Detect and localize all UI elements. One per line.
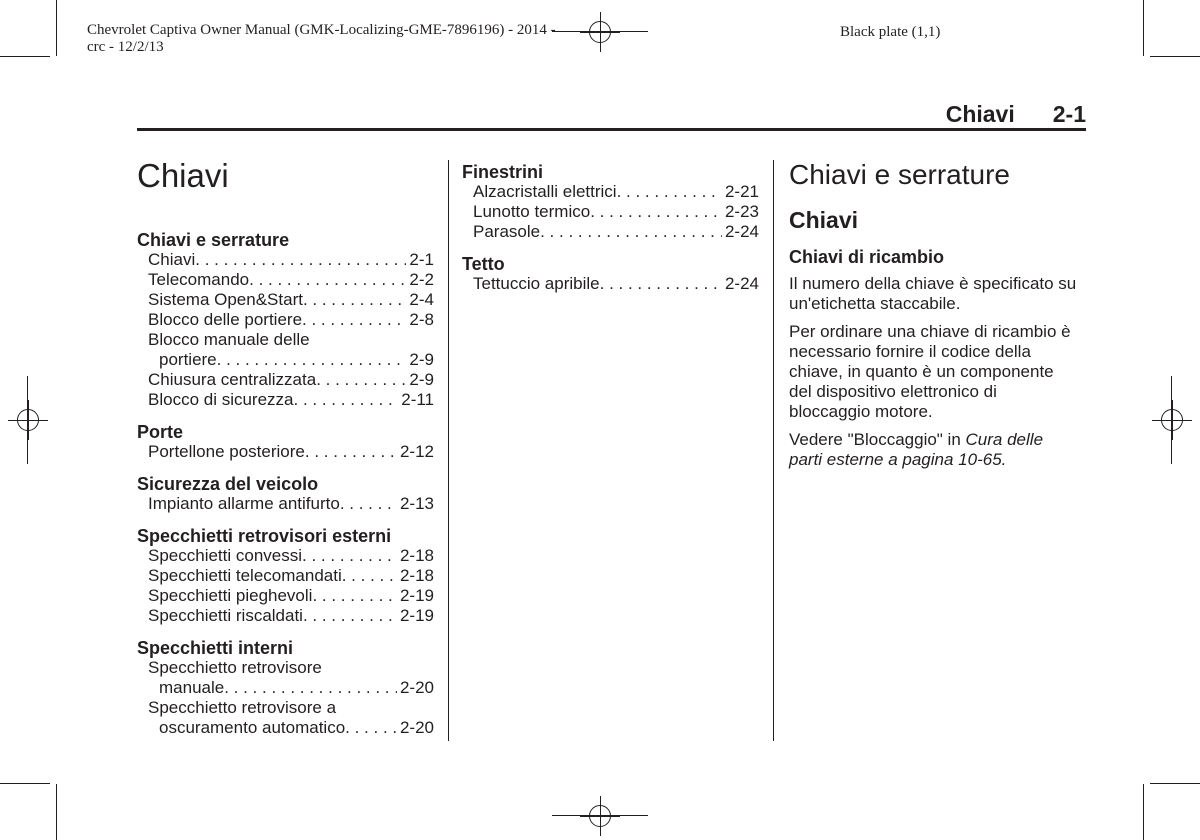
toc-entry-page: 2-23 [724, 202, 759, 221]
toc-entry[interactable] [137, 270, 434, 290]
body-paragraph [789, 430, 1079, 470]
crop-mark [552, 815, 648, 816]
running-header [946, 101, 1086, 128]
header-rule [137, 128, 1086, 131]
toc-entry-label: Blocco di sicurezza [148, 390, 294, 409]
toc-leader-dots [303, 606, 397, 626]
toc-entry[interactable] [137, 390, 434, 410]
toc-leader-dots [345, 718, 397, 738]
toc-entry-label: Specchietti pieghevoli [148, 586, 313, 605]
toc-entry[interactable] [137, 718, 434, 738]
toc-entry-page: 2-9 [409, 350, 434, 369]
toc-entry-page: 2-11 [401, 390, 434, 409]
toc-leader-dots [217, 350, 407, 370]
toc-leader-dots [342, 566, 397, 586]
toc-entry[interactable] [137, 678, 434, 698]
toc-entry-label: manuale [159, 678, 225, 697]
toc-entry[interactable] [462, 274, 759, 294]
toc-entry[interactable] [462, 222, 759, 242]
toc-entry-label: Portellone posteriore [148, 442, 305, 461]
toc-entry-page: 2-12 [399, 442, 434, 461]
crop-mark [1143, 784, 1144, 840]
toc-column-2 [462, 162, 759, 294]
toc-entry-label: Specchietti telecomandati [148, 566, 342, 585]
toc-entry-label: Specchietti riscaldati [148, 606, 303, 625]
toc-entry-page: 2-4 [409, 290, 434, 309]
plate-label: Black plate (1,1) [840, 24, 941, 40]
toc-leader-dots [340, 494, 397, 514]
toc-entry-page: 2-20 [399, 718, 434, 737]
toc-entry[interactable] [462, 202, 759, 222]
running-header-page: 2-1 [1052, 101, 1086, 127]
toc-leader-dots [312, 586, 397, 606]
subsection-title: Chiavi [789, 207, 859, 233]
toc-section-heading: Specchietti interni [137, 638, 294, 658]
toc-entry[interactable] [137, 442, 434, 462]
toc-entry[interactable] [137, 290, 434, 310]
body-paragraph: Il numero della chiave è specificato su un'etichetta staccabile. [789, 274, 1077, 313]
toc-title: Chiavi [137, 157, 229, 194]
toc-entry-page: 2-18 [399, 566, 434, 585]
slug-line-2: crc - 12/2/13 [87, 39, 164, 55]
toc-entry-page: 2-1 [409, 250, 434, 269]
toc-entry-page: 2-20 [399, 678, 434, 697]
toc-column-1 [137, 230, 434, 738]
content-column [789, 159, 1079, 470]
toc-entry-page: 2-8 [409, 310, 434, 329]
toc-leader-dots [316, 370, 406, 390]
toc-entry-label: Impianto allarme antifurto [148, 494, 340, 513]
registration-mark-icon [580, 12, 620, 52]
toc-leader-dots [294, 390, 399, 410]
crop-mark [0, 56, 50, 57]
crop-mark [1143, 0, 1144, 56]
toc-entry-label: oscuramento automatico [159, 718, 346, 737]
reference-suffix: . [1001, 450, 1007, 469]
crop-mark [0, 783, 50, 784]
toc-section-heading: Specchietti retrovisori esterni [137, 526, 392, 546]
toc-leader-dots [540, 222, 722, 242]
toc-entry-label: Blocco delle portiere [148, 310, 303, 329]
toc-entry-label: Specchietti convessi [148, 546, 303, 565]
crop-mark [552, 31, 648, 32]
crop-mark [56, 0, 57, 56]
toc-section-heading: Porte [137, 422, 184, 442]
section-title: Chiavi e serrature [789, 159, 1010, 190]
toc-entry[interactable] [137, 350, 434, 370]
toc-entry[interactable] [137, 494, 434, 514]
toc-entry-label: Parasole [473, 222, 541, 241]
toc-entry-page: 2-13 [399, 494, 434, 513]
toc-leader-dots [302, 310, 406, 330]
toc-section-heading: Chiavi e serrature [137, 230, 290, 250]
column-divider [448, 160, 449, 741]
toc-entry-label: portiere [159, 350, 217, 369]
toc-leader-dots [224, 678, 397, 698]
toc-entry-page: 2-21 [724, 182, 759, 201]
crop-mark [1150, 783, 1200, 784]
crop-mark [1171, 376, 1172, 464]
print-slug [87, 22, 556, 56]
registration-mark-icon [580, 796, 620, 836]
toc-leader-dots [305, 442, 397, 462]
toc-leader-dots [195, 250, 406, 270]
cross-reference-link[interactable]: Cura delle parti esterne a pagina 10-65 [789, 430, 1044, 469]
toc-entry-page: 2-24 [724, 274, 759, 293]
toc-entry-page: 2-9 [409, 370, 434, 389]
toc-entry[interactable] [137, 586, 434, 606]
toc-entry-label: Specchietto retrovisore [148, 658, 322, 677]
column-divider [773, 160, 774, 741]
registration-mark-icon [1152, 400, 1192, 440]
toc-leader-dots [303, 290, 406, 310]
slug-line-1: Chevrolet Captiva Owner Manual (GMK-Localizing-GME-7896196) - 2014 - [87, 22, 556, 38]
toc-entry[interactable] [462, 182, 759, 202]
crop-mark [1150, 56, 1200, 57]
toc-entry-label: Telecomando [148, 270, 250, 289]
toc-entry-label: Lunotto termico [473, 202, 591, 221]
toc-entry-label: Chiusura centralizzata [148, 370, 317, 389]
crop-mark [56, 784, 57, 840]
body-paragraph: Per ordinare una chiave di ricambio è necessario fornire il codice della chiave, in quanto è un componente del dispositivo elettronico di bloccaggio motore. [789, 322, 1071, 421]
toc-entry[interactable] [137, 546, 434, 566]
toc-entry-page: 2-24 [724, 222, 759, 241]
toc-section-heading: Finestrini [462, 162, 544, 182]
reference-prefix: Vedere "Bloccaggio" in [789, 430, 966, 449]
toc-entry[interactable] [137, 566, 434, 586]
toc-section-heading: Tetto [462, 254, 505, 274]
toc-entry [137, 658, 434, 678]
topic-title: Chiavi di ricambio [789, 247, 945, 267]
toc-entry-label: Chiavi [148, 250, 196, 269]
toc-entry-label: Blocco manuale delle [148, 330, 310, 349]
toc-entry-page: 2-2 [409, 270, 434, 289]
toc-entry-page: 2-19 [399, 586, 434, 605]
toc-leader-dots [249, 270, 406, 290]
toc-leader-dots [302, 546, 397, 566]
toc-entry[interactable] [137, 606, 434, 626]
toc-entry-page: 2-19 [399, 606, 434, 625]
crop-mark [27, 376, 28, 464]
toc-entry-label: Specchietto retrovisore a [148, 698, 337, 717]
toc-section-heading: Sicurezza del veicolo [137, 474, 319, 494]
toc-entry-label: Tettuccio apribile [473, 274, 600, 293]
toc-entry[interactable] [137, 370, 434, 390]
running-header-title: Chiavi [945, 101, 1015, 127]
toc-leader-dots [617, 182, 722, 202]
toc-leader-dots [590, 202, 722, 222]
toc-entry[interactable] [137, 250, 434, 270]
toc-entry[interactable] [137, 310, 434, 330]
toc-entry [137, 330, 434, 350]
registration-mark-icon [8, 400, 48, 440]
toc-entry-label: Alzacristalli elettrici [473, 182, 617, 201]
toc-entry-label: Sistema Open&Start [148, 290, 303, 309]
toc-entry [137, 698, 434, 718]
toc-leader-dots [600, 274, 722, 294]
toc-entry-page: 2-18 [399, 546, 434, 565]
